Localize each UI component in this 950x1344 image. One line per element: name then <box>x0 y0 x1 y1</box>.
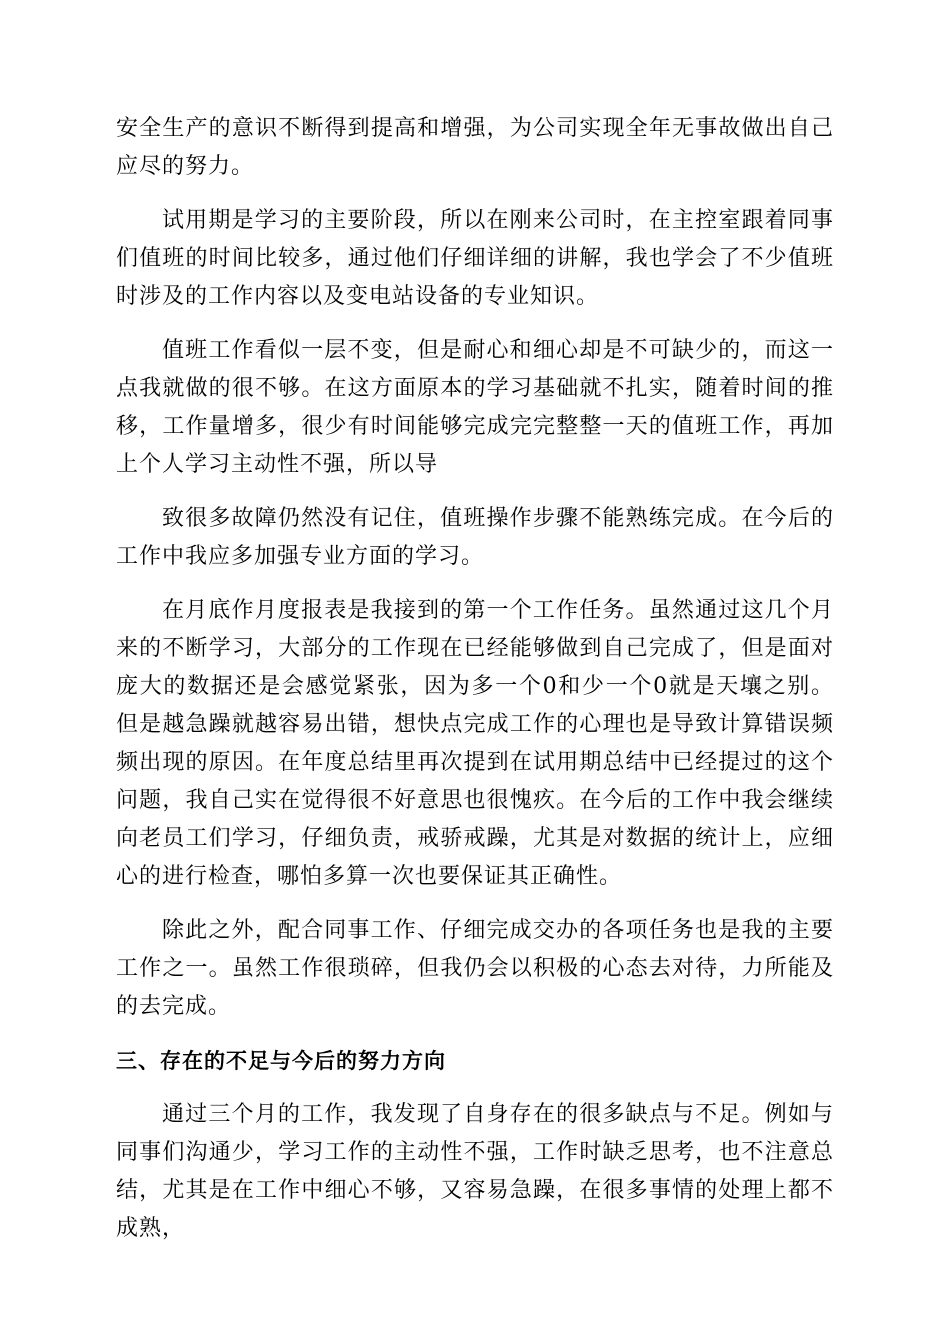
section-heading: 三、存在的不足与今后的努力方向 <box>116 1049 446 1073</box>
paragraph-3: 值班工作看似一层不变，但是耐心和细心却是不可缺少的，而这一点我就做的很不够。在这方面原本的学习基础就不扎实，随着时间的推移，工作量增多，很少有时间能够完成完完整整一天的值班工作，再加上个人学习主动性不强，所以导 <box>116 338 834 477</box>
paragraph-1: 安全生产的意识不断得到提高和增强，为公司实现全年无事故做出自己应尽的努力。 <box>116 116 834 179</box>
paragraph-7: 通过三个月的工作，我发现了自身存在的很多缺点与不足。例如与同事们沟通少，学习工作的主动性不强，工作时缺乏思考，也不注意总结，尤其是在工作中细心不够，又容易急躁，在很多事情的处理上都不成熟， <box>116 1102 834 1241</box>
paragraph-4: 致很多故障仍然没有记住，值班操作步骤不能熟练完成。在今后的工作中我应多加强专业方面的学习。 <box>116 506 834 569</box>
paragraph-6: 除此之外，配合同事工作、仔细完成交办的各项任务也是我的主要工作之一。虽然工作很琐碎，但我仍会以积极的心态去对待，力所能及的去完成。 <box>116 918 834 1019</box>
document-body <box>116 110 834 1264</box>
paragraph-2: 试用期是学习的主要阶段，所以在刚来公司时，在主控室跟着同事们值班的时间比较多，通过他们仔细详细的讲解，我也学会了不少值班时涉及的工作内容以及变电站设备的专业知识。 <box>116 208 834 309</box>
paragraph-5: 在月底作月度报表是我接到的第一个工作任务。虽然通过这几个月来的不断学习，大部分的工作现在已经能够做到自己完成了，但是面对庞大的数据还是会感觉紧张，因为多一个0和少一个0就是天壤之别。但是越急躁就越容易出错，想快点完成工作的心理也是导致计算错误频频出现的原因。在年度总结里再次提到在试用期总结中已经提过的这个问题，我自己实在觉得很不好意思也很愧疚。在今后的工作中我会继续向老员工们学习，仔细负责，戒骄戒躁，尤其是对数据的统计上，应细心的进行检查，哪怕多算一次也要保证其正确性。 <box>116 598 834 889</box>
